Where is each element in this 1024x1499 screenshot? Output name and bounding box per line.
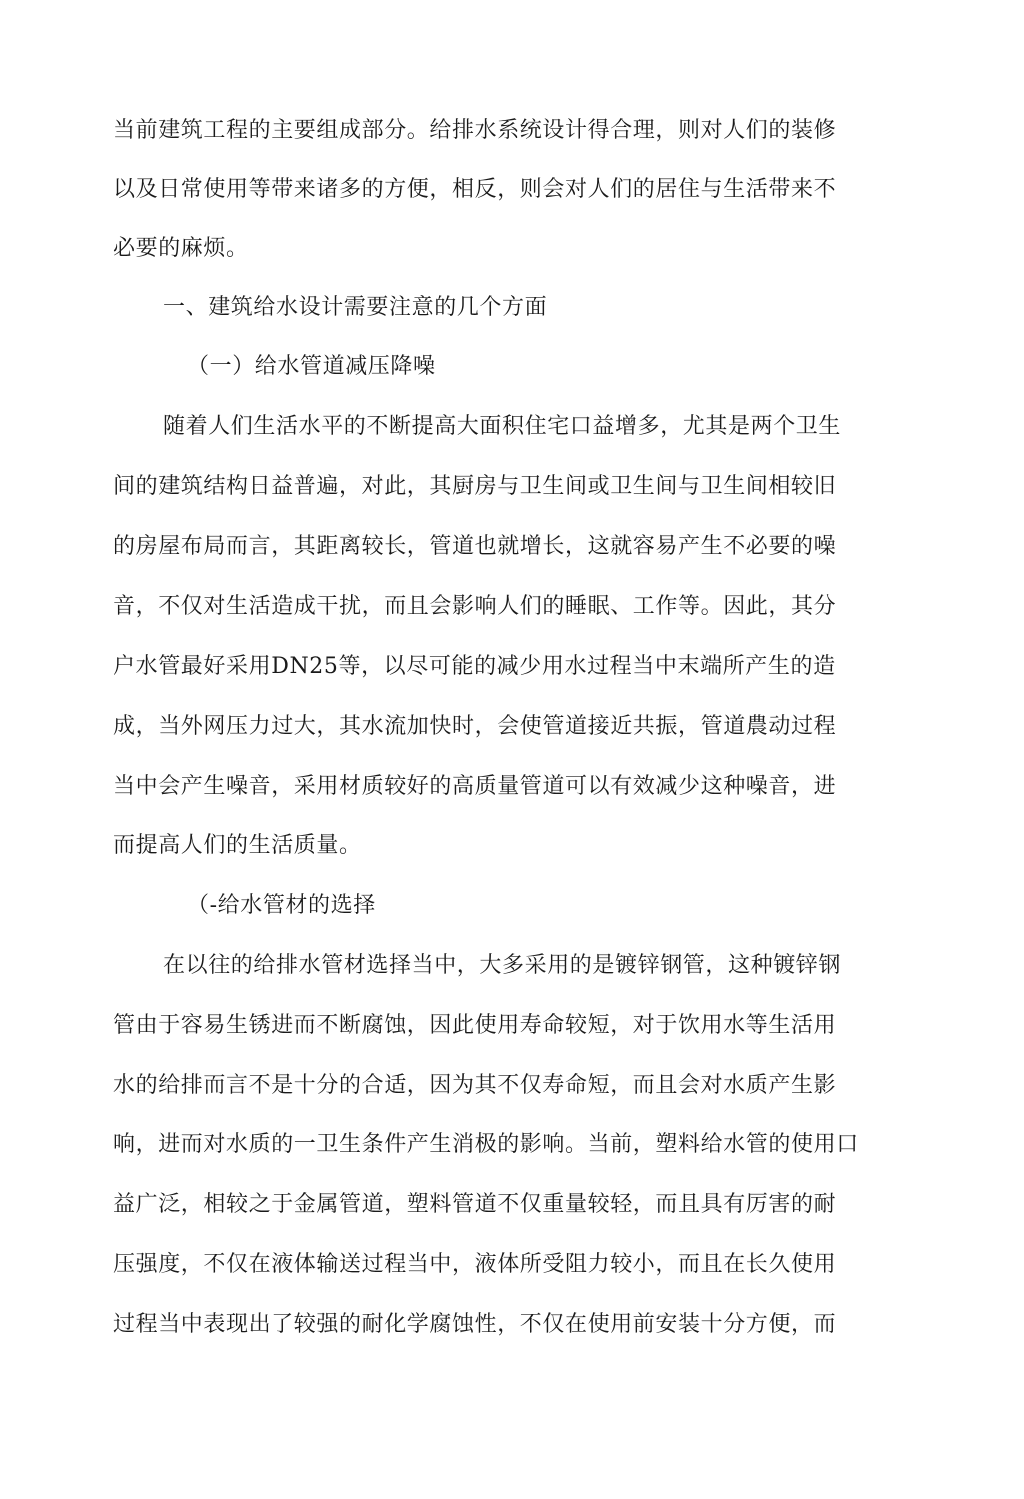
paragraph-1-line-2: 间的建筑结构日益普遍，对此，其厨房与卫生间或卫生间与卫生间相较旧 — [113, 474, 837, 499]
paragraph-2-line-5: 益广泛，相较之于金属管道，塑料管道不仅重量较轻，而且具有厉害的耐 — [113, 1192, 837, 1217]
paragraph-1-line-8: 而提高人们的生活质量。 — [113, 833, 362, 858]
paragraph-1-line-4: 音，不仅对生活造成干扰，而且会影响人们的睡眠、工作等。因此，其分 — [113, 594, 837, 619]
paragraph-1-line-3: 的房屋布局而言，其距离较长，管道也就增长，这就容易产生不必要的噪 — [113, 534, 837, 559]
paragraph-1-line-1: 随着人们生活水平的不断提高大面积住宅口益增多，尤其是两个卫生 — [163, 414, 842, 439]
paragraph-intro-line-1: 当前建筑工程的主要组成部分。给排水系统设计得合理，则对人们的装修 — [113, 118, 837, 143]
paragraph-2-line-6: 压强度，不仅在液体输送过程当中，液体所受阻力较小，而且在长久使用 — [113, 1252, 837, 1277]
subsection-heading-1: （一）给水管道减压降噪 — [187, 354, 436, 379]
paragraph-2-line-3: 水的给排而言不是十分的合适，因为其不仅寿命短，而且会对水质产生影 — [113, 1073, 837, 1098]
paragraph-1-line-5: 户水管最好采用DN25等，以尽可能的减少用水过程当中末端所产生的造 — [113, 654, 836, 679]
paragraph-intro-line-3: 必要的麻烦。 — [113, 236, 249, 261]
paragraph-2-line-1: 在以往的给排水管材选择当中，大多采用的是镀锌钢管，这种镀锌钢 — [163, 953, 842, 978]
paragraph-intro-line-2: 以及日常使用等带来诸多的方便，相反，则会对人们的居住与生活带来不 — [113, 177, 837, 202]
paragraph-1-line-6: 成，当外网压力过大，其水流加快时，会使管道接近共振，管道農动过程 — [113, 714, 837, 739]
paragraph-2-line-2: 管由于容易生锈进而不断腐蚀，因此使用寿命较短，对于饮用水等生活用 — [113, 1013, 837, 1038]
section-heading: 一、建筑给水设计需要注意的几个方面 — [163, 295, 548, 320]
paragraph-2-line-4: 响，进而对水质的一卫生条件产生消极的影响。当前，塑料给水管的使用口 — [113, 1132, 859, 1157]
subsection-heading-2: （-给水管材的选择 — [187, 893, 376, 918]
paragraph-1-line-7: 当中会产生噪音，采用材质较好的高质量管道可以有效减少这种噪音，进 — [113, 774, 837, 799]
paragraph-2-line-7: 过程当中表现出了较强的耐化学腐蚀性，不仅在使用前安装十分方便，而 — [113, 1312, 837, 1337]
